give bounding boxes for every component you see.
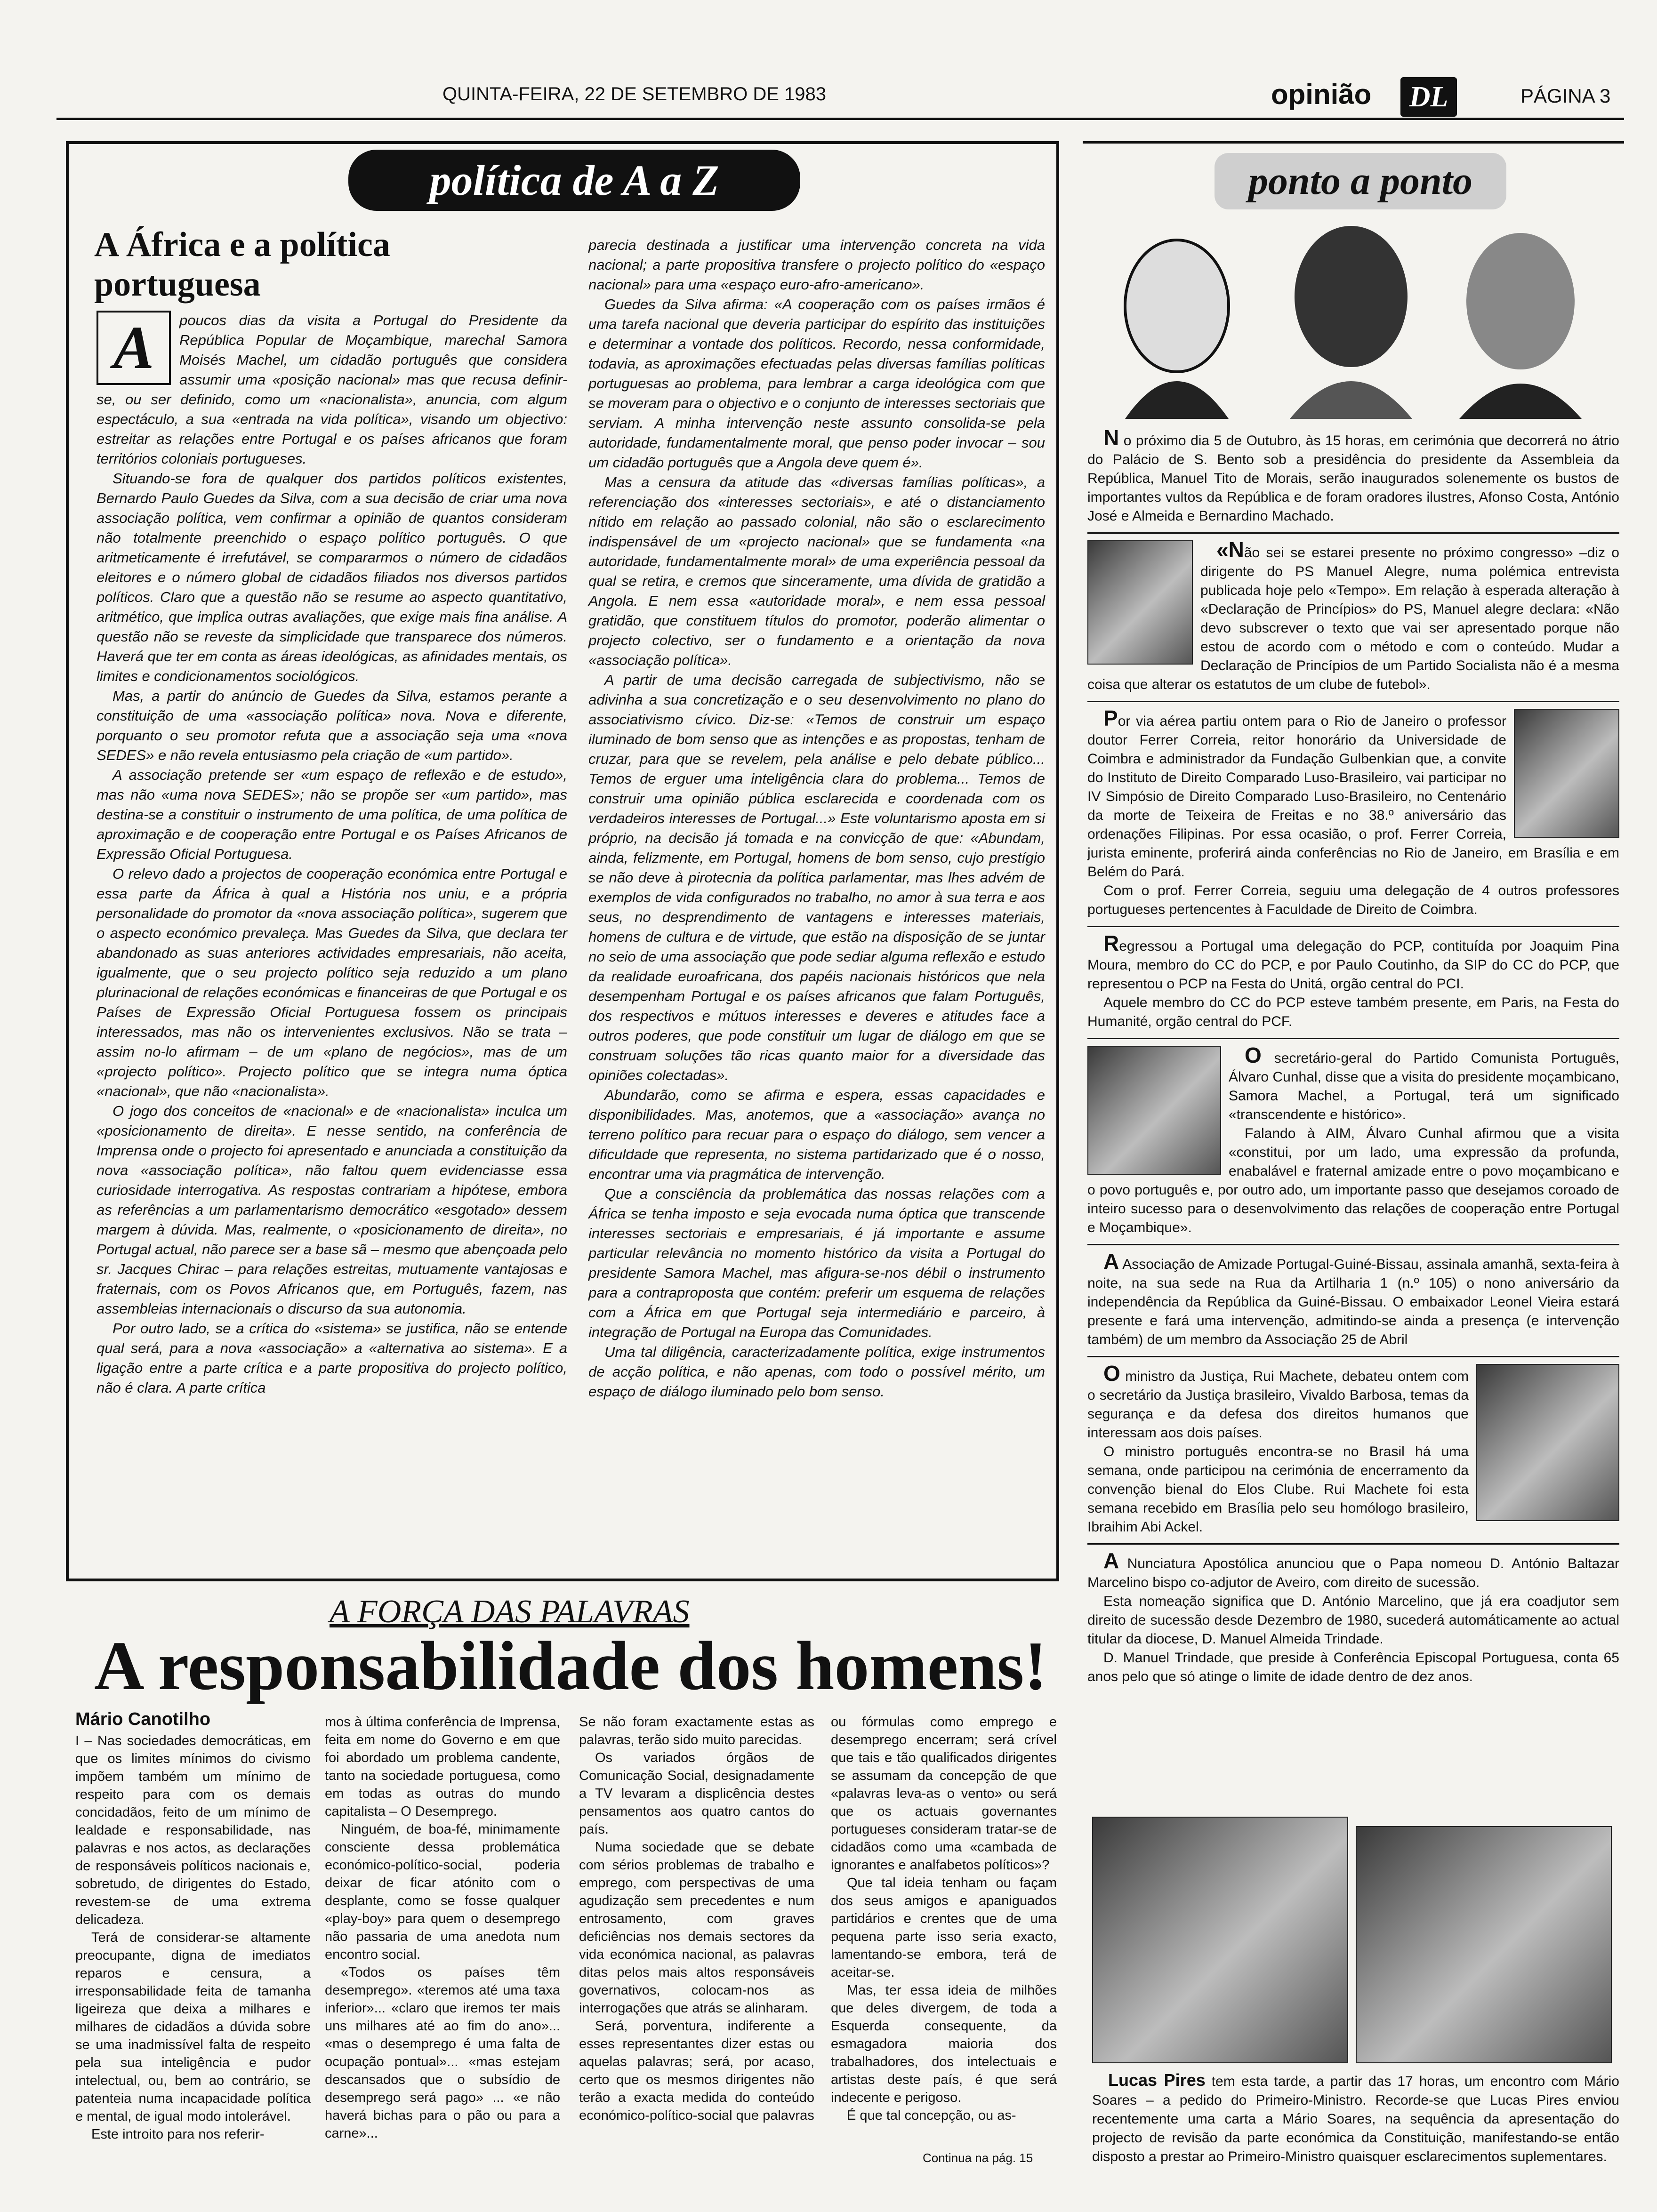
manuel-alegre-photo xyxy=(1087,540,1193,665)
forca-column-4: ou fórmulas como emprego e desemprego encerram; será crível que tais e tão qualificados dirigentes se assumam da concepção de que «palavras leva-as o vento» ou será que os actuais governantes portugueses consideram tratar-se de cidadãos como uma «cambada de ignorantes e analfabetos políticos»? Que tal ideia tenham ou façam dos seus amigos e apaniguados partidários e crentes que de uma pequena parte isso seria exacto, lamentando-se embora, terá de aceitar-se. Mas, ter essa ideia de milhões que deles divergem, de toda a Esquerda consequente, da esmagadora maioria dos trabalhadores, dos intelectuais e artistas deste país, é que será indecente e perigoso. É que tal concepção, ou as- xyxy=(831,1715,1057,2123)
article-paragraph: Abundarão, como se afirma e espera, essas capacidades e disponibilidades. Mas, anotemos, que a «associação» avança no terreno político para recuar para o espaço do diálogo, sem vencer a dificuldade que representa, no sistema partidarizado que é o nosso, encontrar uma via pragmática de intervenção. xyxy=(588,1087,1045,1182)
alvaro-cunhal-photo xyxy=(1087,1046,1221,1175)
ferrer-correia-photo xyxy=(1514,709,1619,838)
ponto-item-extra: D. Manuel Trindade, que preside à Conferência Episcopal Portuguesa, conta 65 anos pelo que só atinge o limite de idade dentro de dez anos. xyxy=(1087,1650,1619,1684)
ponto-column xyxy=(1087,425,1620,1686)
forca-column-2: mos à última conferência de Imprensa, feita em nome do Governo e em que foi abordado um problema candente, tanto na sociedade portuguesa, como em todas as outras do mundo capitalista – O Desemprego. Ninguém, de boa-fé, minimamente consciente dessa problemática económico-político-social, poderia deixar de ficar atónito com o desplante, como se fosse qualquer «play-boy» para quem o desemprego não passaria de uma anedota num encontro social. «Todos os países têm desemprego». «teremos até uma taxa inferior»... «claro que iremos ter mais uns milhares até ao fim do ano»... «mas o desemprego é uma falta de ocupação pontual»... «mas estejam descansados que o subsídio de desemprego será pago» ... «e não haverá bichas para o pão ou para a carne»... xyxy=(325,1715,560,2141)
header-rule xyxy=(56,118,1624,120)
ponto-item: Por via aérea partiu ontem para o Rio de Janeiro o professor doutor Ferrer Correia, reitor honorário da Universidade de Coimbra e administrador da Fundação Gulbenkian que, a convite do Instituto de Direito Comparado Luso-Brasileiro, vai participar no IV Simpósio de Direito Comparado Luso-Brasileiro, no Centenário da morte de Teixeira de Freitas e no 38.º aniversário das ordenações Filipinas. Por essa ocasião, o prof. Ferrer Correia, jurista eminente, proferirá ainda conferências no Rio de Janeiro, em Brasília e em Belém do Pará. xyxy=(1087,706,1619,880)
article-paragraph: poucos dias da visita a Portugal do Presidente da República Popular de Moçambique, marechal Samora Moisés Machel, um cidadão português que considera assumir uma «posição nacional» mas que recusa definir-se, ou ser definido, como um «nacionalista», anuncia, com algum espectáculo, a sua «entrada na vida política», visando um objectivo: estreitar as relações entre Portugal e os países africanos que foram territórios coloniais portugueses. xyxy=(97,312,567,467)
article-paragraph: Por outro lado, se a crítica do «sistema» se justifica, não se entende qual será, para a nova «associação» a «alternativa ao sistema». E a ligação entre a parte crítica e a parte propositiva do projecto político, não é clara. A parte crítica xyxy=(97,1320,567,1396)
article-paragraph: A associação pretende ser «um espaço de reflexão e de estudo», mas não «uma nova SEDES»; não se propõe ser «um partido», mas destina-se a constituir o instrumento de uma política, de uma política de aproximação e de cooperação entre Portugal e os Países Africanos de Expressão Oficial Portuguesa. xyxy=(97,767,567,862)
section-banner: política de A a Z xyxy=(348,150,800,211)
forca-kicker: A FORÇA DAS PALAVRAS xyxy=(330,1594,690,1630)
ponto-item: «Não sei se estarei presente no próximo congresso» –diz o dirigente do PS Manuel Alegre, numa polémica entrevista publicada hoje pelo «Tempo». Em relação à esperada alteração à «Declaração de Princípios» do PS, Manuel alegre declara: «Não devo subscrever o texto que vai ser apresentado porque não estou de acordo com o método e com o conteúdo. Mudar a Declaração de Princípios de um Partido Socialista não é a mesma coisa que alterar os estatutos de um clube de futebol». xyxy=(1087,537,1619,692)
article-paragraph: Situando-se fora de qualquer dos partidos políticos existentes, Bernardo Paulo Guedes da Silva, com a sua decisão de criar uma nova associação política, vem confirmar a opinião de quantos consideram não totalmente preenchido o espaço político português. O que aritmeticamente é irrefutável, se compararmos o número de cidadãos eleitores e o número global de cidadãos filiados nos diversos partidos políticos. Claro que a questão não se resume ao aspecto quantitativo, aritmético, que implica outras avaliações, que exige mais fina análise. A questão não se reveste da simplicidade que transparece dos números. Haverá que ter em conta as áreas ideológicas, as afinidades mentais, os limites e condicionamentos sociológicos. xyxy=(97,470,567,684)
article-paragraph: parecia destinada a justificar uma intervenção concreta na vida nacional; a parte propositiva transfere o projecto político do «espaço nacional» para uma «espaço euro-afro-americano». xyxy=(588,237,1045,293)
article-paragraph: Uma tal diligência, caracterizadamente política, exige instrumentos de acção política, e não apenas, com todo o possível mérito, um espaço de diálogo iluminado pelo bom senso. xyxy=(588,1344,1045,1400)
article-paragraph: O relevo dado a projectos de cooperação económica entre Portugal e essa parte da África à qual a História nos uniu, e a própria personalidade do promotor da «nova associação política», sugerem que o aspecto económico prevaleça. Mas Guedes da Silva, que declara ter abandonado as suas anteriores actividades empresariais, não aceita, igualmente, que o seu projecto político seja reduzido a um plano plurinacional de relações económicas e financeiras de que Portugal e os Países de Expressão Oficial Portuguesa fossem os principais interessados, mas não os intervenientes exclusivos. Não se trata – assim no-lo afirmam – de um «plano de negócios», mas de um «projecto político». Projecto político que se integra numa óptica «nacional», que não «nacionalista». xyxy=(97,866,567,1099)
forca-headline: A responsabilidade dos homens! xyxy=(94,1627,1047,1705)
ponto-item: N o próximo dia 5 de Outubro, às 15 horas, em cerimónia que decorrerá no átrio do Palácio de S. Bento sob a presidência do presidente da Assembleia da República, Manuel Tito de Morais, serão inaugurados solenemente os bustos de importantes vultos da República e de foram oradores ilustres, Afonso Costa, António José e Almeida e Bernardino Machado. xyxy=(1087,425,1619,524)
article-dropcap: A xyxy=(97,311,171,385)
section-label: opinião xyxy=(1271,79,1372,110)
newspaper-logo: DL xyxy=(1400,77,1457,117)
ponto-item-extra: Aquele membro do CC do PCP esteve também presente, em Paris, na Festa do Humanité, orgão central do PCF. xyxy=(1087,995,1619,1029)
ponto-item: O ministro da Justiça, Rui Machete, debateu ontem com o secretário da Justiça brasileiro, Vivaldo Barbosa, temas da segurança e da defesa dos direitos humanos que interessam aos dois países. xyxy=(1087,1361,1469,1441)
ponto-item-extra: Com o prof. Ferrer Correia, seguiu uma delegação de 4 outros professores portugueses pertencentes à Faculdade de Direito de Coimbra. xyxy=(1087,883,1619,917)
busts-illustration xyxy=(1087,221,1619,419)
ponto-top-rule xyxy=(1083,141,1624,144)
article-column-1 xyxy=(97,311,567,1398)
lucas-pires-photo xyxy=(1092,1817,1348,2063)
ponto-item-extra: Falando à AIM, Álvaro Cunhal afirmou que a visita «constitui, por um lado, uma expressão da profunda, enabalável e fraternal amizade entre o povo moçambicano e o povo português e, por outro ado, um importante passo que desejamos coroado de inteiro sucesso para o desenvolvimento das relações de cooperação entre Portugal e Moçambique». xyxy=(1087,1126,1619,1235)
date-line: QUINTA-FEIRA, 22 DE SETEMBRO DE 1983 xyxy=(442,84,827,104)
forca-column-3: Se não foram exactamente estas as palavras, terão sido muito parecidas. Os variados órgãos de Comunicação Social, designadamente a TV levaram a displicência destes pensamentos aos quatro cantos do país. Numa sociedade que se debate com sérios problemas de trabalho e emprego, com perspectivas de uma agudização sem precedentes e num entrosamento, com graves deficiências nos demais sectores da vida económica nacional, as palavras ditas pelos mais altos responsáveis governativos, colocam-nos as interrogações que atrás se alinharam. Será, porventura, indiferente a esses representantes dizer estas ou aquelas palavras; será, por acaso, certo que os mesmos dirigentes não terão a exacta medida do conteúdo económico-político-social que palavras xyxy=(579,1715,814,2123)
mario-soares-photo xyxy=(1356,1826,1612,2063)
article-paragraph: A partir de uma decisão carregada de subjectivismo, não se adivinha a sua concretização e o seu desenvolvimento no plano do associativismo cívico. Diz-se: «Temos de construir um espaço iluminado de bom senso que as intenções e as propostas, tenham de cruzar, para que se revelem, pela análise e pelo debate público... Temos de erguer uma inteligência clara do problema... Temos de construir uma opinião pública esclarecida e coordenada com os verdadeiros interesses de Portugal...» Este voluntarismo aposta em si próprio, na decisão já tomada e na convicção de que: «Abundam, ainda, felizmente, em Portugal, homens de bom senso, cujo prestígio se não deve à pirotecnia da política parlamentar, mas lhes advém de exemplos de vida configurados no trabalho, no amor à sua terra e aos seus, no desprendimento de vantagens e interesses materiais, homens de cultura e de virtude, que estão na disposição de se juntar no seio de uma associação que pode sediar alguma reflexão e estudo da realidade euroafricana, dos papéis nacionais históricos que nela desempenham Portugal e os países africanos que falam Português, dos respectivos e mútuos interesses e deveres e atitudes face a outros poderes, que pode constituir um lugar de diálogo em que se construam soluções tão ricas quanto maior for a diversidade das opiniões colectadas». xyxy=(588,672,1045,1083)
ponto-banner: ponto a ponto xyxy=(1215,153,1506,209)
forca-column-1: I – Nas sociedades democráticas, em que os limites mínimos do civismo impõem também um mínimo de respeito para com os demais concidadãos, feito de um mínimo de lealdade e responsabilidade, nas palavras e nos actos, as declarações de responsáveis políticos nacionais e, sobretudo, de dirigentes do Estado, revestem-se de uma extrema delicadeza. Terá de considerar-se altamente preocupante, digna de imediatos reparos e censura, a irresponsabilidade feita de tamanha ligeireza que deixa a milhares e milhares de cidadãos a dúvida sobre se uma inadmissível falta de respeito pela sua inteligência e pudor intelectual, ou, bem ao contrário, se patenteia numa incapacidade política e mental, de igual modo intolerável. Este introito para nos referir- xyxy=(75,1733,311,2142)
rui-machete-photo xyxy=(1476,1364,1619,1521)
article-paragraph: O jogo dos conceitos de «nacional» e de «nacionalista» inculca um «posicionamento de direita». E nesse sentido, na conferência de Imprensa onde o projecto foi apresentado e anunciada a constituição da nova «associação política», não faltou quem evidenciasse essa curiosidade interrogativa. As respostas contrariam a hipótese, embora as referências a um parlamentarismo democrático «esgotado» dessem margem à dúvida. Mas, realmente, o «posicionamento de direita», no Portugal actual, não parece ser a base sã – mesmo que abençoada pelo sr. Jacques Chirac – para relações estreitas, mutuamente vantajosas e fraternais, com os Povos Africanos que, em Português, fazem, nas assembleias internacionais o discurso da sua autonomia. xyxy=(97,1103,567,1317)
ponto-item: A Nunciatura Apostólica anunciou que o Papa nomeou D. António Baltazar Marcelino bispo co-adjutor de Aveiro, com direito de sucessão. xyxy=(1087,1548,1620,1590)
article-column-2 xyxy=(588,235,1045,1402)
ponto-item: A Associação de Amizade Portugal-Guiné-Bissau, assinala amanhã, sexta-feira à noite, na sua sede na Rua da Artilharia 1 (n.º 105) o nono aniversário da independência da República da Guiné-Bissau. O embaixador Leonel Vieira estará presente e fará uma intervenção, admitindo-se ainda a presença (e intervenção também) de um membro da Associação 25 de Abril xyxy=(1087,1249,1619,1347)
article-paragraph: Mas, a partir do anúncio de Guedes da Silva, estamos perante a constituição de uma «associação política» nova. Nova e diferente, porquanto o seu promotor refuta que a associação seja uma «nova SEDES» e não revela entusiasmo pela criação de «um partido». xyxy=(97,688,567,763)
page-number: PÁGINA 3 xyxy=(1520,85,1611,107)
ponto-item-extra: Esta nomeação significa que D. António Marcelino, que já era coadjutor sem direito de sucessão desde Dezembro de 1980, sucederá automáticamente ao actual titular da diocese, D. Manuel Almeida Trindade. xyxy=(1087,1594,1619,1647)
ponto-item-extra: O ministro português encontra-se no Brasil há uma semana, onde participou na cerimónia de encerramento da convenção bienal do Elos Clube. Rui Machete foi esta semana recebido em Brasília pelo seu homólogo brasileiro, Ibraihim Abi Ackel. xyxy=(1087,1444,1469,1535)
article-headline: A África e a política portuguesa xyxy=(94,225,390,304)
article-paragraph: Que a consciência da problemática das nossas relações com a África se tenha imposto e seja evocada numa óptica que transcende interesses sectoriais e empresariais, é já importante e assume particular relevância no momento histórico da visita a Portugal do presidente Samora Machel, mas afigura-se-nos débil o instrumento para a contraproposta que contém: preferir um esquema de relações com a África em que Portugal seja intermediário e parceiro, à integração de Portugal na Europa das Comunidades. xyxy=(588,1186,1045,1340)
continue-note[interactable]: Continua na pág. 15 xyxy=(923,2151,1033,2165)
forca-author: Mário Canotilho xyxy=(75,1709,211,1729)
article-paragraph: Mas a censura da atitude das «diversas famílias políticas», a referenciação dos «interesses sectoriais», e até o distanciamento nítido em relação ao passado colonial, não são o esclarecimento indispensável de um «projecto nacional» que se fundamenta «na autoridade, fundamentalmente moral» de uma experiência pessoal da qual se retira, e cremos que sinceramente, uma dívida de gratidão a Angola. E nem essa «autoridade moral», e nem essa pessoal gratidão, que constituem títulos do promotor, poderão alimentar o projecto colectivo, ser o fundamento e a orientação da nova «associação política». xyxy=(588,474,1045,668)
ponto-item: O secretário-geral do Partido Comunista Português, Álvaro Cunhal, disse que a visita do presidente moçambicano, Samora Machel, a Portugal, terá um significado «transcendente e histórico». xyxy=(1229,1043,1619,1122)
ponto-item: Regressou a Portugal uma delegação do PCP, contituída por Joaquim Pina Moura, membro do CC do PCP, e por Paulo Coutinho, da SIP do CC do PCP, que representou o PCP na Festa do Unitá, orgão central do PCI. xyxy=(1087,931,1619,992)
lucas-pires-item: Lucas Pires tem esta tarde, a partir das 17 horas, um encontro com Mário Soares – a pedido do Primeiro-Ministro. Recorde-se que Lucas Pires enviou recentemente uma carta a Mário Soares, na sequência da apresentação do projecto de revisão da parte económica da Constituição, manifestando-se então disposto a prestar ao Primeiro-Ministro quaisquer esclarecimentos suplementares. xyxy=(1092,2070,1619,2164)
article-paragraph: Guedes da Silva afirma: «A cooperação com os países irmãos é uma tarefa nacional que deveria participar do espírito das instituições e determinar a vontade dos políticos. Recordo, nessa conformidade, todavia, as aproximações efectuadas pelas diversas famílias políticas portuguesas ao problema, para lembrar a carga ideológica com que se moveram para o objectivo e o conjunto de interesses sectoriais que serviam. A minha intervenção neste assunto consolida-se pela autoridade, fundamentalmente moral, que penso poder invocar – sou um cidadão português que a Angola deve quem é». xyxy=(588,296,1045,471)
